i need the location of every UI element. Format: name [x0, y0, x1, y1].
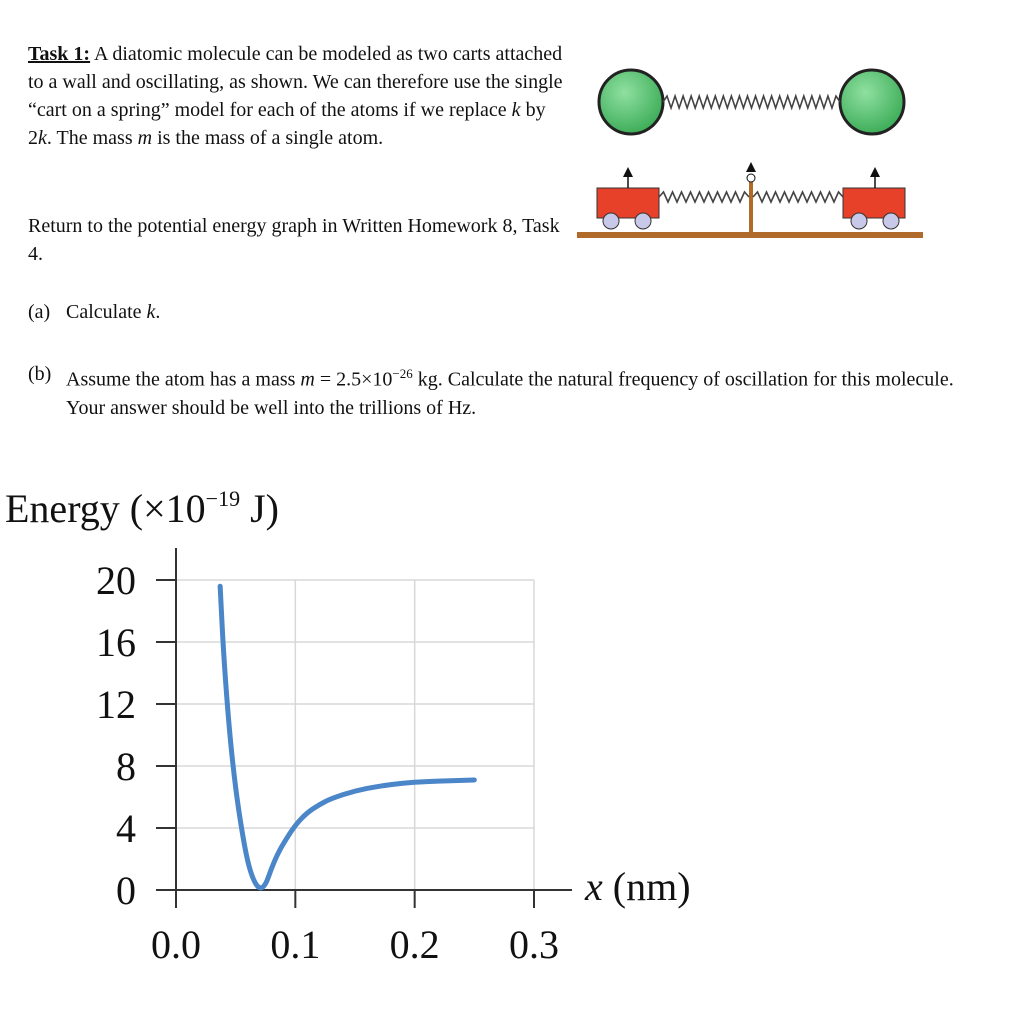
y-axis-label: Energy ($\times 10^{-19}$ J): [5, 486, 279, 531]
wall-post: [749, 175, 753, 233]
x-tick-label: 0.0: [151, 922, 201, 967]
y-tick-label: 8: [116, 744, 136, 789]
var-k: k: [511, 99, 521, 121]
task-intro-4: is the mass of a single atom.: [152, 127, 384, 149]
left-cart-marker: [623, 167, 633, 188]
x-tick-label: 0.3: [509, 922, 559, 967]
var-k2: k: [38, 127, 47, 149]
question-a-label: (a): [28, 301, 51, 323]
chart-series: [220, 586, 475, 890]
var-m: m: [137, 127, 153, 149]
molecule-cart-figure: [575, 60, 925, 245]
task-label: Task 1:: [28, 43, 91, 65]
right-cart-marker: [870, 167, 880, 188]
task-paragraph: [28, 40, 573, 152]
return-paragraph: Return to the potential energy graph in Written Homework 8, Task 4.: [28, 215, 560, 265]
x-tick-label: 0.2: [389, 922, 440, 967]
task-intro-2: by 2: [28, 99, 546, 149]
x-axis-label: x (nm): [585, 864, 691, 909]
chart-ticks: [96, 558, 559, 967]
question-a-text: Calculate: [66, 301, 147, 323]
molecule-spring: [663, 96, 840, 108]
molecule-diagram: [599, 70, 904, 134]
left-cart: [597, 188, 659, 218]
wall-marker: [746, 162, 756, 182]
left-cart-wheel: [603, 213, 619, 229]
chart-axes: [176, 548, 572, 908]
left-atom: [599, 70, 663, 134]
task-intro-3: . The mass: [46, 127, 138, 149]
right-cart-wheel: [883, 213, 899, 229]
question-b-exponent: −26: [392, 366, 413, 381]
cart-diagram: [577, 162, 923, 238]
task-intro-1: A diatomic molecule can be modeled as two carts attached to a wall and oscillating, as shown. We can therefore use the single “cart on a spring” model for each of the atoms if we replace: [28, 43, 563, 121]
potential-energy-curve: [220, 586, 474, 888]
question-b-text-2: = 2.5×10: [314, 368, 393, 391]
question-a: [28, 298, 928, 326]
question-a-k: k: [146, 301, 156, 323]
right-cart: [843, 188, 905, 218]
y-tick-label: 16: [96, 620, 136, 665]
y-tick-label: 4: [116, 806, 136, 851]
y-tick-label: 12: [96, 682, 136, 727]
question-b-m: m: [300, 368, 315, 391]
y-tick-label: 0: [116, 868, 136, 913]
question-b-text-1: Assume the atom has a mass: [66, 368, 301, 391]
left-cart-spring: [659, 192, 749, 202]
right-atom: [840, 70, 904, 134]
right-cart-spring: [753, 192, 843, 202]
question-b: [28, 360, 988, 422]
x-tick-label: 0.1: [270, 922, 321, 967]
energy-chart: [0, 470, 760, 970]
question-b-text-3: kg. Calculate the natural frequency of oscillation for this molecule. Your answer should be well into the trillions of Hz.: [66, 368, 954, 419]
question-b-label: (b): [28, 363, 52, 385]
right-cart-wheel: [851, 213, 867, 229]
y-tick-label: 20: [96, 558, 136, 603]
question-a-end: .: [155, 301, 161, 323]
left-cart-wheel: [635, 213, 651, 229]
